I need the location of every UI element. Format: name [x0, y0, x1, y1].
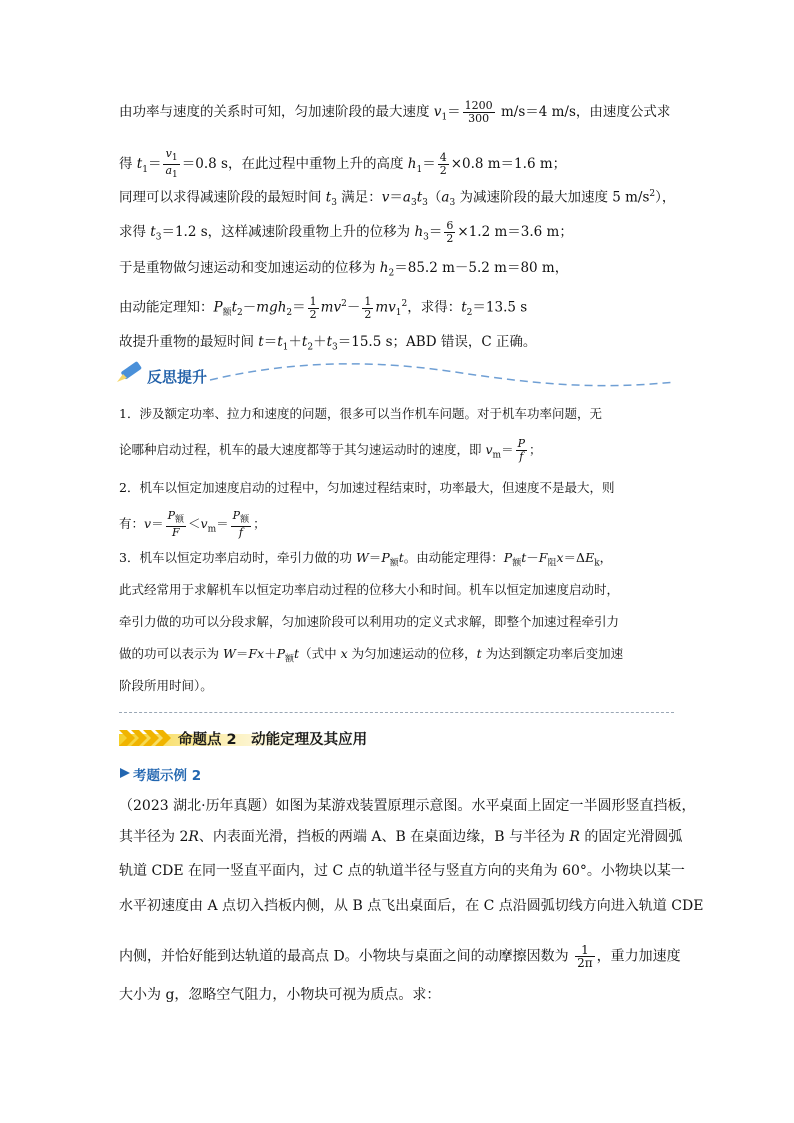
- solution-line-5: 于是重物做匀速运动和变加速运动的位移为 $h_2=85.2$ m－5.2 m＝80 m，: [119, 260, 569, 279]
- reflect-p3d: 做的功可以表示为 $W=Fx+P_额t$（式中 x 为匀加速运动的位移，t 为达到额定功率后变加速: [119, 646, 624, 665]
- question-line-5: 内侧，并恰好能到达轨道的最高点 D。小物块与桌面之间的动摩擦因数为 $\frac{1}{2\pi}$ ，重力加速度: [119, 943, 681, 970]
- solution-line-6: 由动能定理知：$P_额t_2-mgh_2=$ $\frac{1}{2}$ $mv^2-$ $\frac{1}{2}$ $mv_1^2$，求得：$t_2=13.5$ s: [119, 294, 528, 321]
- solution-line-1: 由功率与速度的关系时可知，匀加速阶段的最大速度 $v_1=$ $\frac{1200}{300}$ m/s＝4 m/s，由速度公式求: [119, 99, 671, 125]
- triangle-marker-icon: [119, 767, 131, 779]
- reflect-title: 反思提升: [147, 368, 208, 386]
- reflect-p2b: 有：v＝ $\frac{P_额}{F}$ $<v_m=$ $\frac{P_额}{f}$ ；: [119, 509, 266, 540]
- reflect-p3c: 牵引力做的功可以分段求解，匀加速阶段可以利用功的定义式求解，即整个加速过程牵引力: [119, 614, 620, 629]
- question-line-1: （2023 湖北·历年真题）如图为某游戏装置原理示意图。水平桌面上固定一半圆形竖直挡板，: [119, 798, 696, 814]
- question-line-4: 水平初速度由 A 点切入挡板内侧，从 B 点飞出桌面后，在 C 点沿圆弧切线方向进入轨道 CDE: [119, 898, 704, 914]
- reflect-p3e: 阶段所用时间）。: [119, 678, 213, 693]
- question-line-2: 其半径为 2R、内表面光滑，挡板的两端 A、B 在桌面边缘，B 与半径为 R 的固定光滑圆弧: [119, 829, 683, 845]
- question-line-3: 轨道 CDE 在同一竖直平面内，过 C 点的轨道半径与竖直方向的夹角为 60°。小物块以某一: [119, 863, 685, 879]
- solution-line-7: 故提升重物的最短时间 $t=t_1+t_2+t_3=15.5$ s；ABD 错误，C 正确。: [119, 334, 537, 353]
- example-label: 考题示例 2: [133, 768, 202, 784]
- reflect-p2a: 2．机车以恒定加速度启动的过程中，匀加速过程结束时，功率最大，但速度不是最大，则: [119, 480, 615, 495]
- reflect-p3a: 3．机车以恒定功率启动时，牵引力做的功 $W=P_额t$。由动能定理得：$P_额t-F_阻x=\Delta E_k$，: [119, 550, 613, 569]
- reflect-p1a: 1．涉及额定功率、拉力和速度的问题，很多可以当作机车问题。对于机车功率问题，无: [119, 406, 602, 421]
- question-line-6: 大小为 g，忽略空气阻力，小物块可视为质点。求：: [119, 987, 441, 1003]
- solution-line-2: 得 $t_1=$ $\frac{v_1}{a_1}$ ＝0.8 s，在此过程中重物上升的高度 $h_1=$ $\frac{4}{2}$ ×0.8 m＝1.6 m；: [119, 147, 567, 181]
- section-divider: [119, 712, 674, 713]
- solution-line-3: 同理可以求得减速阶段的最短时间 $t_3$ 满足：$v=a_3t_3(a_3$ 为减速阶段的最大加速度 5 $m/s^2$），: [119, 189, 676, 209]
- reflect-p3b: 此式经常用于求解机车以恒定功率启动过程的位移大小和时间。机车以恒定加速度启动时，: [119, 582, 620, 597]
- pencil-icon: [117, 361, 142, 382]
- reflect-p1b: 论哪种启动过程，机车的最大速度都等于其匀速运动时的速度，即 $v_m=$ $\frac{P}{f}$ ；: [119, 437, 542, 463]
- solution-line-4: 求得 $t_3=1.2$ s，这样减速阶段重物上升的位移为 $h_3=$ $\frac{6}{2}$ ×1.2 m＝3.6 m；: [119, 219, 573, 245]
- section-title: 命题点 2 动能定理及其应用: [178, 732, 368, 748]
